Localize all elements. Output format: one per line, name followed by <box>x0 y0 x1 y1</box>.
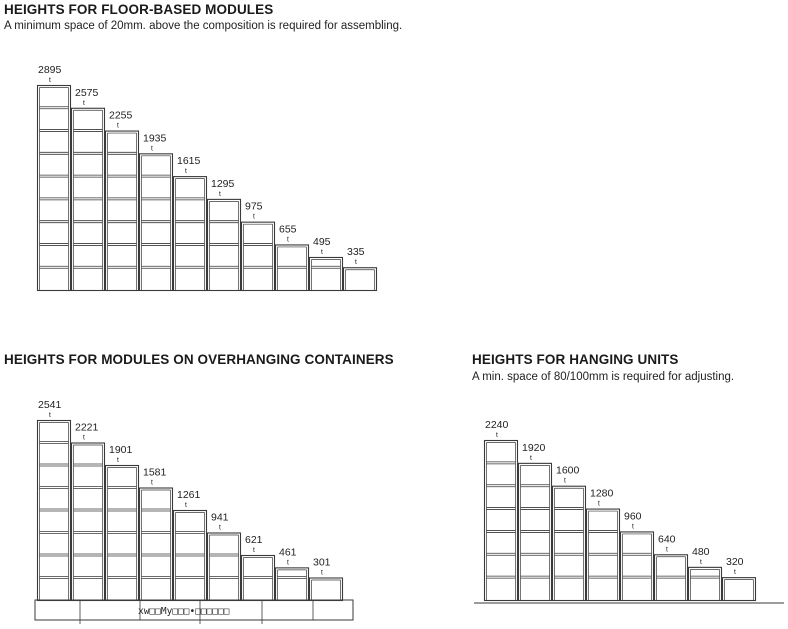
overhang-column <box>310 557 343 601</box>
floor-column-frame <box>344 268 377 291</box>
overhang-column-frame <box>174 511 207 601</box>
floor-height-label: 495 <box>313 235 331 248</box>
overhang-column-frame <box>276 568 309 601</box>
floor-column <box>208 178 241 291</box>
floor-column-frame <box>310 257 343 290</box>
overhang-section-title: HEIGHTS FOR MODULES ON OVERHANGING CONTAINERS <box>4 352 394 367</box>
floor-marker-label: t <box>252 211 255 221</box>
overhang-column <box>72 422 105 601</box>
overhang-column-frame <box>106 466 139 601</box>
hanging-marker-label: t <box>733 567 736 577</box>
overhang-column <box>242 534 275 601</box>
overhang-column-frame <box>310 578 343 601</box>
hanging-column <box>485 419 518 601</box>
overhang-column-frame <box>140 488 173 601</box>
floor-column <box>310 236 343 291</box>
floor-column-frame <box>276 245 309 291</box>
overhang-marker-label: t <box>82 432 85 442</box>
overhang-column <box>276 546 309 600</box>
hanging-height-label: 640 <box>658 533 676 546</box>
hanging-column <box>689 546 722 601</box>
hanging-marker-label: t <box>563 475 566 485</box>
hanging-marker-label: t <box>699 556 702 566</box>
overhang-column <box>140 467 173 601</box>
floor-column-frame <box>208 199 241 290</box>
overhang-marker-label: t <box>320 567 323 577</box>
hanging-column <box>621 510 654 600</box>
floor-marker-label: t <box>218 188 221 198</box>
hanging-column <box>587 488 620 601</box>
floor-marker-label: t <box>150 143 153 153</box>
hanging-height-label: 320 <box>726 556 744 569</box>
overhang-marker-label: t <box>116 455 119 464</box>
hanging-column <box>655 533 688 600</box>
floor-section-title: HEIGHTS FOR FLOOR-BASED MODULES <box>4 2 274 17</box>
floor-height-label: 1295 <box>211 177 235 190</box>
hanging-column <box>553 465 586 601</box>
floor-height-label: 2575 <box>75 86 99 99</box>
floor-column <box>38 64 71 291</box>
hanging-column-frame <box>723 578 756 601</box>
overhang-height-label: 2541 <box>38 399 62 411</box>
floor-column-frame <box>242 222 275 290</box>
hanging-height-label: 960 <box>624 510 642 523</box>
hanging-height-label: 1920 <box>522 441 546 454</box>
hanging-column-frame <box>689 567 722 600</box>
floor-column <box>140 132 173 290</box>
floor-column-frame <box>72 108 105 290</box>
hanging-marker-label: t <box>529 452 532 462</box>
floor-staircase <box>38 64 377 291</box>
hanging-column-frame <box>621 532 654 601</box>
floor-marker-label: t <box>48 75 51 84</box>
floor-height-label: 2895 <box>38 64 62 76</box>
overhang-height-label: 461 <box>279 546 297 559</box>
floor-marker-label: t <box>116 120 119 130</box>
hanging-column-frame <box>519 463 552 600</box>
floor-marker-label: t <box>354 257 357 267</box>
floor-height-label: 1615 <box>177 155 201 168</box>
floor-height-label: 975 <box>245 200 263 213</box>
floor-height-label: 1935 <box>143 132 167 145</box>
overhang-marker-label: t <box>286 557 289 567</box>
hanging-height-label: 1600 <box>556 464 580 477</box>
hanging-marker-label: t <box>597 498 600 508</box>
hanging-column-frame <box>587 509 620 600</box>
hanging-section-subtitle: A min. space of 80/100mm is required for adjusting. <box>472 371 735 383</box>
floor-section-subtitle: A minimum space of 20mm. above the composition is required for assembling. <box>4 20 403 32</box>
hanging-staircase <box>485 419 756 601</box>
hanging-section-title: HEIGHTS FOR HANGING UNITS <box>472 352 679 367</box>
floor-marker-label: t <box>286 234 289 244</box>
floor-column <box>242 201 275 291</box>
overhang-height-label: 2221 <box>75 421 99 434</box>
floor-column-frame <box>174 177 207 291</box>
container-base-note: xw□□My□□□•□□□□□□ <box>138 606 230 617</box>
overhang-height-label: 1901 <box>109 444 133 456</box>
hanging-column <box>723 556 756 600</box>
floor-height-label: 655 <box>279 223 297 236</box>
floor-marker-label: t <box>320 246 323 256</box>
overhang-marker-label: t <box>184 500 187 509</box>
overhang-staircase <box>38 399 343 601</box>
overhang-column <box>174 489 207 601</box>
overhang-height-label: 1581 <box>143 466 167 479</box>
hanging-column-frame <box>553 486 586 600</box>
floor-column <box>174 155 207 290</box>
hanging-height-label: 480 <box>692 545 710 558</box>
floor-column <box>276 223 309 290</box>
overhang-column-frame <box>38 421 71 601</box>
overhang-height-label: 621 <box>245 534 263 546</box>
overhang-marker-label: t <box>252 545 255 554</box>
overhang-height-label: 941 <box>211 511 229 524</box>
hanging-marker-label: t <box>495 430 498 439</box>
floor-column <box>106 110 139 291</box>
overhang-marker-label: t <box>48 410 51 419</box>
hanging-column-frame <box>655 555 688 601</box>
overhang-column <box>38 399 71 601</box>
floor-height-label: 335 <box>347 246 365 259</box>
hanging-column <box>519 442 552 601</box>
overhang-marker-label: t <box>150 477 153 487</box>
hanging-height-label: 2240 <box>485 419 509 431</box>
floor-height-label: 2255 <box>109 109 133 122</box>
floor-marker-label: t <box>184 166 187 176</box>
hanging-height-label: 1280 <box>590 487 614 500</box>
hanging-marker-label: t <box>631 521 634 531</box>
floor-marker-label: t <box>82 97 85 107</box>
overhang-height-label: 301 <box>313 556 331 569</box>
overhang-column <box>106 444 139 601</box>
overhang-height-label: 1261 <box>177 489 201 501</box>
overhang-container-base <box>35 600 353 624</box>
floor-column-frame <box>140 154 173 291</box>
overhang-column-frame <box>208 533 241 601</box>
overhang-column-frame <box>242 556 275 601</box>
floor-column <box>344 246 377 290</box>
overhang-marker-label: t <box>218 522 221 532</box>
floor-column <box>72 87 105 291</box>
floor-column-frame <box>38 86 71 291</box>
overhang-column <box>208 512 241 601</box>
hanging-marker-label: t <box>665 544 668 554</box>
